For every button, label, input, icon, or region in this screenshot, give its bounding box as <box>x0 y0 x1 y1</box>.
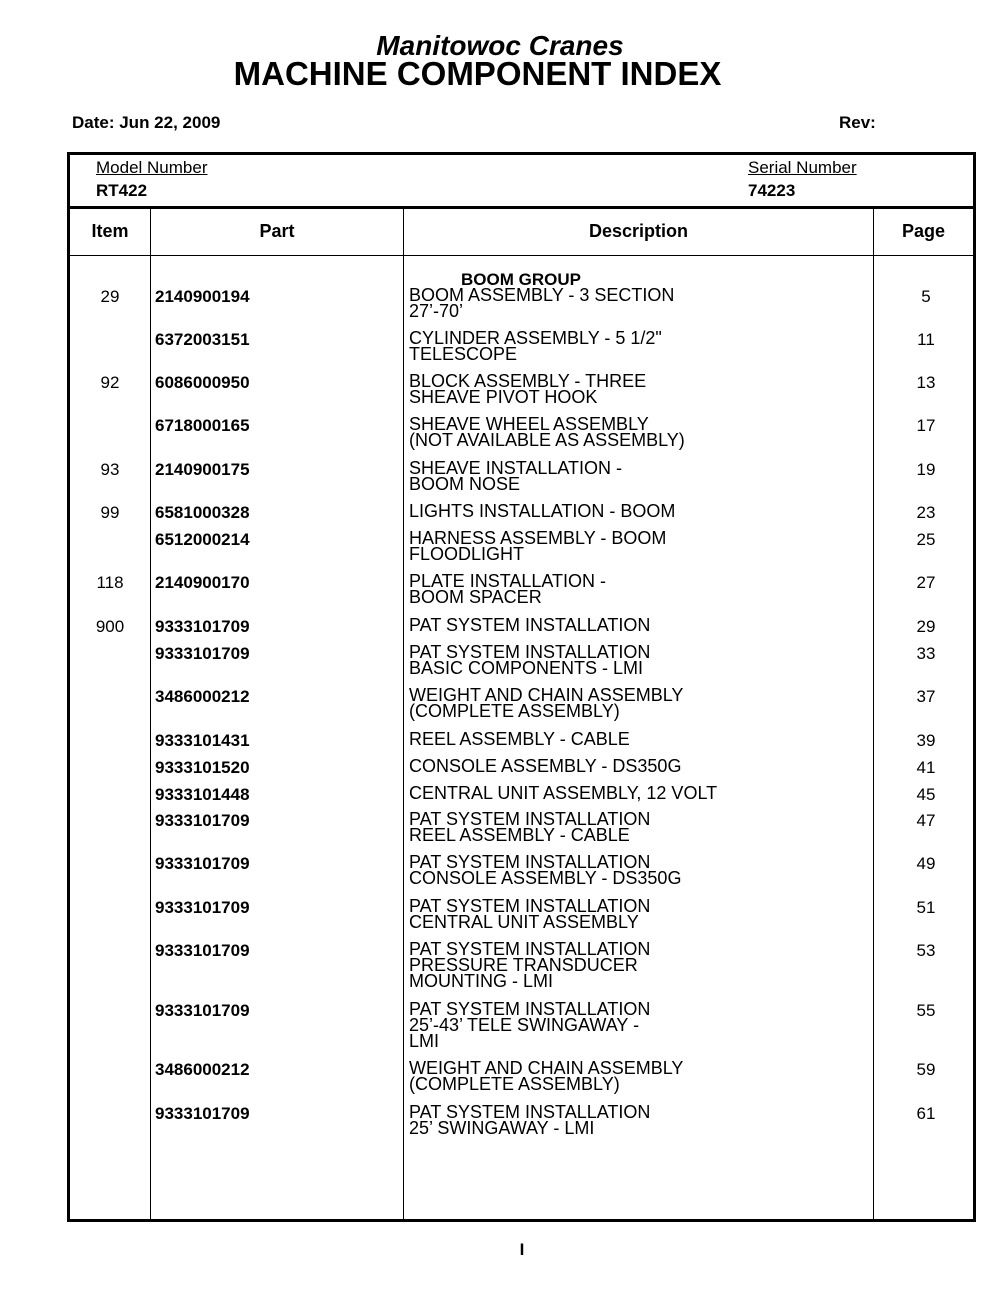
serial-number-value: 74223 <box>748 181 796 200</box>
row-part-number: 9333101709 <box>155 1001 250 1020</box>
table-row <box>70 685 973 721</box>
row-part-number: 9333101709 <box>155 644 250 663</box>
row-part-number: 6086000950 <box>155 373 250 392</box>
row-page: 45 <box>916 785 936 804</box>
row-page: 55 <box>916 1001 936 1020</box>
row-description: PAT SYSTEM INSTALLATION CENTRAL UNIT ASSEMBLY <box>409 896 651 932</box>
row-description: PAT SYSTEM INSTALLATION 25’-43’ TELE SWINGAWAY - LMI <box>409 999 651 1051</box>
table-row <box>70 896 973 932</box>
row-page: 33 <box>916 644 936 663</box>
row-item: 118 <box>96 573 124 592</box>
row-part-number: 2140900175 <box>155 460 250 479</box>
row-description: CENTRAL UNIT ASSEMBLY, 12 VOLT <box>409 783 718 803</box>
row-description: CONSOLE ASSEMBLY - DS350G <box>409 756 682 776</box>
row-part-number: 9333101709 <box>155 811 250 830</box>
model-number-value: RT422 <box>96 181 148 200</box>
column-header-page: Page <box>901 221 946 241</box>
row-part-number: 2140900170 <box>155 573 250 592</box>
document-title: MACHINE COMPONENT INDEX <box>233 55 722 92</box>
table-row <box>70 809 973 845</box>
table-row <box>70 939 973 991</box>
row-part-number: 9333101709 <box>155 617 250 636</box>
table-row <box>70 617 973 637</box>
row-description: PAT SYSTEM INSTALLATION 25’ SWINGAWAY - LMI <box>409 1102 651 1138</box>
row-description: LIGHTS INSTALLATION - BOOM <box>409 501 676 521</box>
row-page: 47 <box>916 811 936 830</box>
row-page: 29 <box>916 617 936 636</box>
row-description: BOOM ASSEMBLY - 3 SECTION 27’-70’ <box>409 285 675 321</box>
row-item: 92 <box>100 373 120 392</box>
row-page: 51 <box>916 898 936 917</box>
row-item: 900 <box>95 617 125 636</box>
row-item: 29 <box>100 287 120 306</box>
row-part-number: 3486000212 <box>155 687 250 706</box>
row-page: 37 <box>916 687 936 706</box>
serial-number-label: Serial Number <box>748 158 857 177</box>
row-description: PLATE INSTALLATION - BOOM SPACER <box>409 571 607 607</box>
table-row <box>70 328 973 364</box>
row-part-number: 6581000328 <box>155 503 250 522</box>
table-row <box>70 852 973 888</box>
component-index-table <box>67 152 976 1222</box>
row-description: SHEAVE WHEEL ASSEMBLY (NOT AVAILABLE AS ASSEMBLY) <box>409 414 685 450</box>
row-page: 17 <box>916 416 936 435</box>
table-row <box>70 458 973 494</box>
row-description: PAT SYSTEM INSTALLATION BASIC COMPONENTS - LMI <box>409 642 651 678</box>
row-page: 23 <box>916 503 936 522</box>
row-part-number: 6512000214 <box>155 530 250 549</box>
row-page: 19 <box>916 460 936 479</box>
row-page: 39 <box>916 731 936 750</box>
row-part-number: 2140900194 <box>155 287 250 306</box>
row-description: BLOCK ASSEMBLY - THREE SHEAVE PIVOT HOOK <box>409 371 647 407</box>
table-row <box>70 1058 973 1094</box>
row-part-number: 6718000165 <box>155 416 250 435</box>
column-header-description: Description <box>588 221 689 241</box>
table-divider <box>70 206 973 209</box>
row-page: 27 <box>916 573 936 592</box>
table-row <box>70 528 973 564</box>
row-item: 99 <box>100 503 120 522</box>
column-header-item: Item <box>91 221 129 241</box>
row-description: PAT SYSTEM INSTALLATION PRESSURE TRANSDUCER MOUNTING - LMI <box>409 939 651 991</box>
row-description: WEIGHT AND CHAIN ASSEMBLY (COMPLETE ASSEMBLY) <box>409 685 684 721</box>
row-description: PAT SYSTEM INSTALLATION REEL ASSEMBLY - CABLE <box>409 809 651 845</box>
row-description: WEIGHT AND CHAIN ASSEMBLY (COMPLETE ASSEMBLY) <box>409 1058 684 1094</box>
row-page: 13 <box>916 373 936 392</box>
row-description: PAT SYSTEM INSTALLATION CONSOLE ASSEMBLY - DS350G <box>409 852 682 888</box>
table-row <box>70 285 973 321</box>
row-page: 61 <box>916 1104 936 1123</box>
row-part-number: 9333101709 <box>155 1104 250 1123</box>
row-description: PAT SYSTEM INSTALLATION <box>409 615 651 635</box>
row-part-number: 9333101709 <box>155 854 250 873</box>
revision-label: Rev: <box>839 113 876 132</box>
table-row <box>70 371 973 407</box>
row-part-number: 9333101431 <box>155 731 250 750</box>
row-part-number: 9333101448 <box>155 785 250 804</box>
table-row <box>70 503 973 523</box>
row-description: SHEAVE INSTALLATION - BOOM NOSE <box>409 458 623 494</box>
row-part-number: 9333101709 <box>155 941 250 960</box>
table-row <box>70 642 973 678</box>
column-header-part: Part <box>259 221 295 241</box>
table-row <box>70 999 973 1051</box>
row-page: 11 <box>917 330 935 349</box>
row-page: 5 <box>921 287 931 306</box>
company-name: Manitowoc Cranes <box>376 30 624 61</box>
table-row <box>70 785 973 805</box>
row-part-number: 6372003151 <box>155 330 250 349</box>
row-page: 49 <box>916 854 936 873</box>
row-item: 93 <box>100 460 120 479</box>
row-page: 41 <box>916 758 936 777</box>
table-row <box>70 758 973 778</box>
row-page: 53 <box>916 941 936 960</box>
table-row <box>70 731 973 751</box>
model-number-label: Model Number <box>96 158 208 177</box>
document-date: Date: Jun 22, 2009 <box>72 113 221 132</box>
header-divider <box>70 255 973 256</box>
row-description: REEL ASSEMBLY - CABLE <box>409 729 630 749</box>
row-page: 25 <box>916 530 936 549</box>
row-part-number: 3486000212 <box>155 1060 250 1079</box>
table-row <box>70 571 973 607</box>
group-heading: BOOM GROUP <box>461 270 581 289</box>
row-description: CYLINDER ASSEMBLY - 5 1/2" TELESCOPE <box>409 328 662 364</box>
page-number: I <box>519 1240 525 1259</box>
table-row <box>70 414 973 450</box>
table-row <box>70 1102 973 1138</box>
row-description: HARNESS ASSEMBLY - BOOM FLOODLIGHT <box>409 528 667 564</box>
row-part-number: 9333101520 <box>155 758 250 777</box>
row-page: 59 <box>916 1060 936 1079</box>
row-part-number: 9333101709 <box>155 898 250 917</box>
